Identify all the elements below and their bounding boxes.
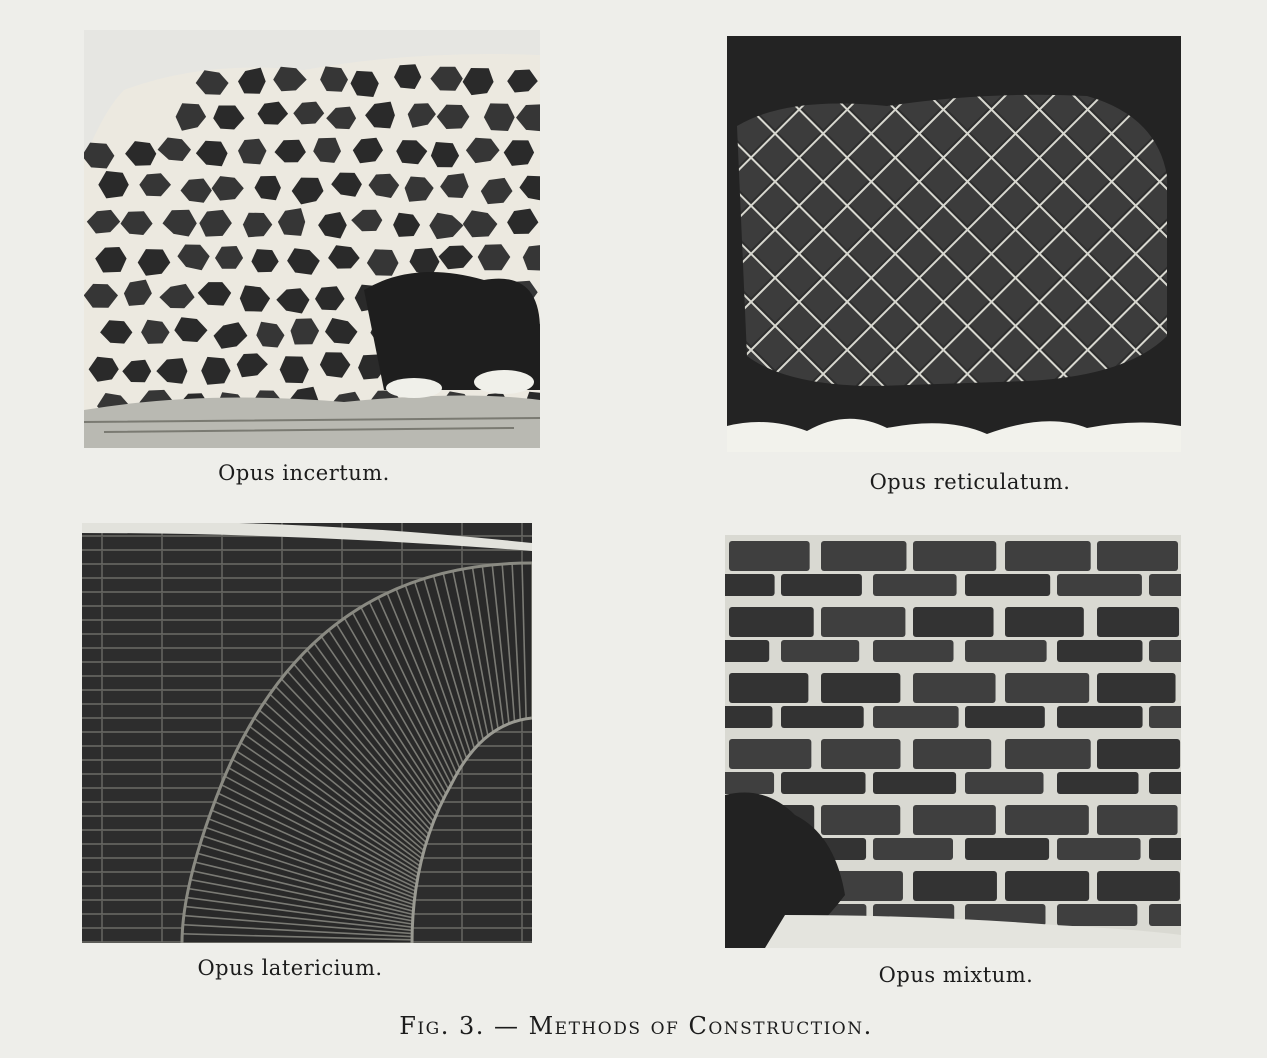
opus-incertum-photo [84,30,540,448]
opus-mixtum-photo [725,535,1181,948]
opus-reticulatum-photo [727,36,1181,452]
plate-label-opus-latericium: Opus latericium. [197,956,383,980]
plate-label-opus-incertum: Opus incertum. [218,461,390,485]
figure-caption: Fig. 3. — Methods of Construction. [399,1012,873,1040]
plate-label-opus-mixtum: Opus mixtum. [878,963,1034,987]
opus-latericium-photo [82,523,532,943]
plate-label-opus-reticulatum: Opus reticulatum. [869,470,1071,494]
